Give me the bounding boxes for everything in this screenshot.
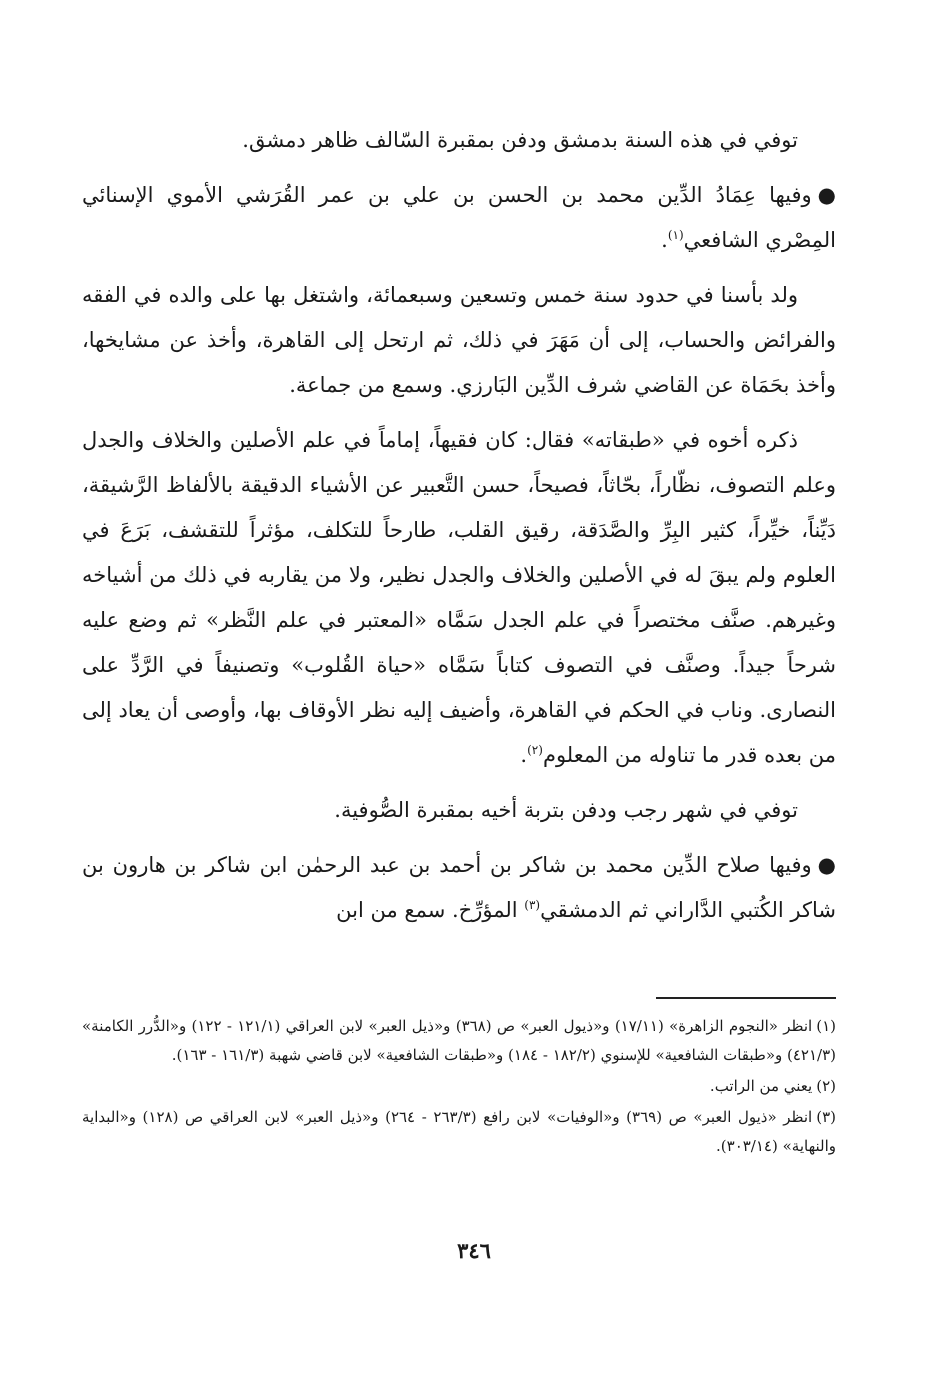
footnote-text: يعني من الراتب. (709, 1077, 813, 1095)
paragraph-text: ولد بأسنا في حدود سنة خمس وتسعين وسبعمائة، واشتغل بها على والده في الفقه والفرائض والحساب، إلى أن مَهَرَ في ذلك، ثم ارتحل إلى القاهرة، وأخذ عن مشايخها، وأخذ بحَمَاة عن القاضي شرف الدِّين البَارزي. وسمع من جماعة. (82, 283, 836, 397)
page-number: ٣٤٦ (457, 1238, 491, 1263)
entry-imad-al-din: ●وفيها عِمَادُ الدِّين محمد بن الحسن بن علي بن عمر القُرَشي الأموي الإسنائي المِصْري الشافعي$^{(١)}$. (82, 173, 836, 263)
footnote-text: انظر «ذيول العبر» ص (٣٦٩) و«الوفيات» لابن رافع (٢٦٣/٣ - ٢٦٤) و«ذيل العبر» لابن العراقي ص (١٢٨) و«البداية والنهاية» (٣٠٣/١٤). (82, 1108, 836, 1155)
footnote-number: (٢) (816, 1077, 836, 1095)
main-text (82, 118, 836, 943)
footnote-3 (82, 1103, 836, 1161)
footnote-marker: (٢) (527, 743, 543, 757)
paragraph-text: توفي في شهر رجب ودفن بتربة أخيه بمقبرة الصُّوفية. (334, 798, 798, 822)
entry-heading-text: وفيها عِمَادُ الدِّين محمد بن الحسن بن علي بن عمر القُرَشي الأموي الإسنائي المِصْري الشافعي (82, 183, 836, 252)
entry-heading-text-cont: المؤرِّخ. سمع من ابن (336, 898, 518, 922)
bullet-icon: ● (817, 183, 836, 207)
footnote-marker: (١) (667, 228, 684, 242)
footnote-number: (١) (816, 1017, 836, 1035)
paragraph-text: توفي في هذه السنة بدمشق ودفن بمقبرة السّالف ظاهر دمشق. (242, 128, 798, 152)
paragraph-biography: ذكره أخوه في «طبقاته» فقال: كان فقيهاً، إماماً في علم الأصلين والخلاف والجدل وعلم التصوف، نظّاراً، بحّاثاً، فصيحاً، حسن التَّعبير عن الأشياء الدقيقة بالألفاظ الرَّشيقة، دَيِّناً، خيِّراً، كثير البِرِّ والصَّدَقة، رقيق القلب، طارحاً للتكلف، مؤثراً للتقشف، بَرَعَ في العلوم ولم يبقَ له في الأصلين والخلاف والجدل نظير، ولا من يقاربه في ذلك من أشياخه وغيرهم. صنَّف مختصراً في علم الجدل سَمَّاه «المعتبر في علم النَّظر» ثم وضع عليه شرحاً جيداً. وصنَّف في التصوف كتاباً سَمَّاه «حياة القُلوب» وتصنيفاً في الرَّدِّ على النصارى. وناب في الحكم في القاهرة، وأضيف إليه نظر الأوقاف بها، وأوصى أن يعاد إلى من بعده قدر ما تناوله من المعلوم$^{(٢)}$. (82, 428, 836, 767)
footnotes (82, 1012, 836, 1163)
footnote-1 (82, 1012, 836, 1070)
entry-heading-text: وفيها صلاح الدِّين محمد بن شاكر بن أحمد بن عبد الرحمٰن ابن شاكر بن هارون بن شاكر الكُتبي الدَّاراني ثم الدمشقي (82, 853, 836, 922)
footnote-text: انظر «النجوم الزاهرة» (١٧/١١) و«ذيول العبر» ص (٣٦٨) و«ذيل العبر» لابن العراقي (١٢١/١ - ١٢٢) و«الدُّرر الكامنة» (٤٢١/٣) و«طبقات الشافعية» للإسنوي (١٨٢/٢ - ١٨٤) و«طبقات الشافعية» لابن قاضي شهبة (١٦١/٣ - ١٦٣). (82, 1017, 836, 1064)
footnote-marker: (٣) (524, 898, 541, 912)
footnote-number: (٣) (816, 1108, 836, 1126)
paragraph-death (82, 788, 836, 833)
paragraph-text: ذكره أخوه في «طبقاته» فقال: كان فقيهاً، إماماً في علم الأصلين والخلاف والجدل وعلم التصوف، نظّاراً، بحّاثاً، فصيحاً، حسن التَّعبير عن الأشياء الدقيقة بالألفاظ الرَّشيقة، دَيِّناً، خيِّراً، كثير البِرِّ والصَّدَقة، رقيق القلب، طارحاً للتكلف، مؤثراً للتقشف، بَرَعَ في العلوم ولم يبقَ له في الأصلين والخلاف والجدل نظير، ولا من يقاربه في ذلك من أشياخه وغيرهم. صنَّف مختصراً في علم الجدل سَمَّاه «المعتبر في علم النَّظر» ثم وضع عليه شرحاً جيداً. وصنَّف في التصوف كتاباً سَمَّاه «حياة القُلوب» وتصنيفاً في الرَّدِّ على النصارى. وناب في الحكم في القاهرة، وأضيف إليه نظر الأوقاف بها، وأوصى أن يعاد إلى من بعده قدر ما تناوله من المعلوم (82, 428, 836, 767)
footnote-2 (82, 1072, 836, 1101)
footnote-divider (656, 997, 836, 999)
bullet-icon: ● (817, 853, 836, 877)
entry-salah-al-din (82, 843, 836, 933)
paragraph-death-notice (82, 118, 836, 163)
paragraph-birth (82, 273, 836, 408)
